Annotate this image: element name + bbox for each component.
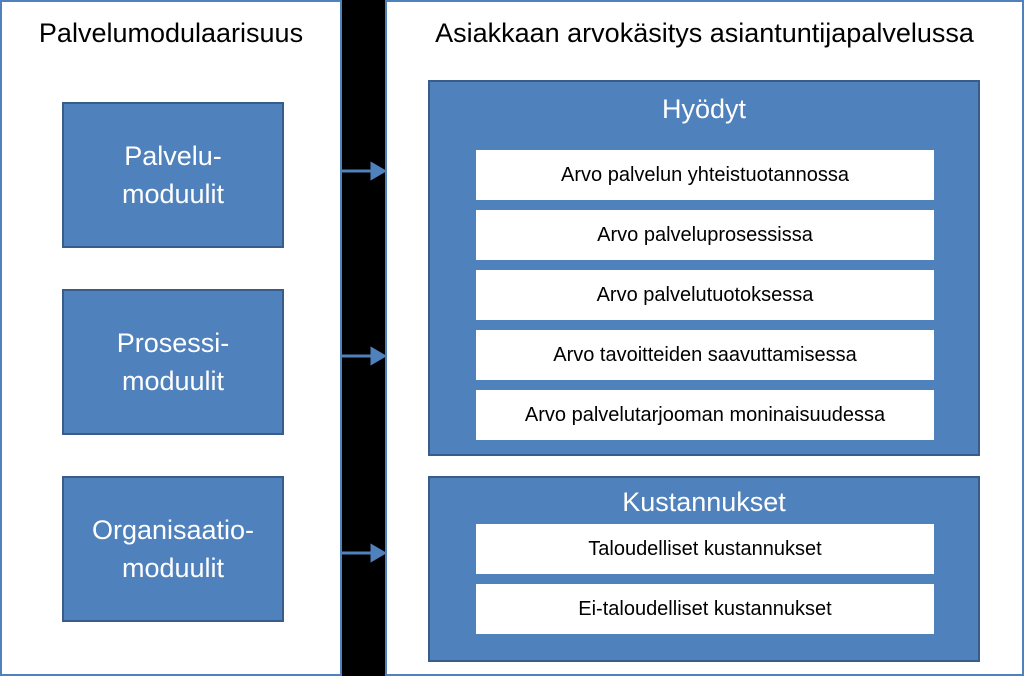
- left-panel-title: Palvelumodulaarisuus: [38, 18, 304, 48]
- benefit-item: Arvo palveluprosessissa: [476, 210, 934, 260]
- benefit-item: Arvo palvelutarjooman moninaisuudessa: [476, 390, 934, 440]
- costs-title: Kustannukset: [622, 487, 786, 517]
- right-panel-title: Asiakkaan arvokäsitys asiantuntijapalvelussa: [435, 18, 974, 48]
- benefit-item: Arvo tavoitteiden saavuttamisessa: [476, 330, 934, 380]
- cost-item: Taloudelliset kustannukset: [476, 524, 934, 574]
- module-organisation-line2: moduulit: [121, 553, 225, 583]
- arrow-head-3: [372, 546, 384, 560]
- cost-item: Ei-taloudelliset kustannukset: [476, 584, 934, 634]
- benefits-title: Hyödyt: [661, 94, 747, 124]
- module-process-line1: Prosessi-: [116, 328, 230, 358]
- benefit-item: Arvo palvelutuotoksessa: [476, 270, 934, 320]
- module-service-line2: moduulit: [121, 179, 225, 209]
- benefit-item: Arvo palvelun yhteistuotannossa: [476, 150, 934, 200]
- module-service-line1: Palvelu-: [124, 141, 222, 171]
- module-organisation-line1: Organisaatio-: [91, 515, 255, 545]
- arrow-head-1: [372, 164, 384, 178]
- module-process-line2: moduulit: [121, 366, 225, 396]
- arrow-head-2: [372, 349, 384, 363]
